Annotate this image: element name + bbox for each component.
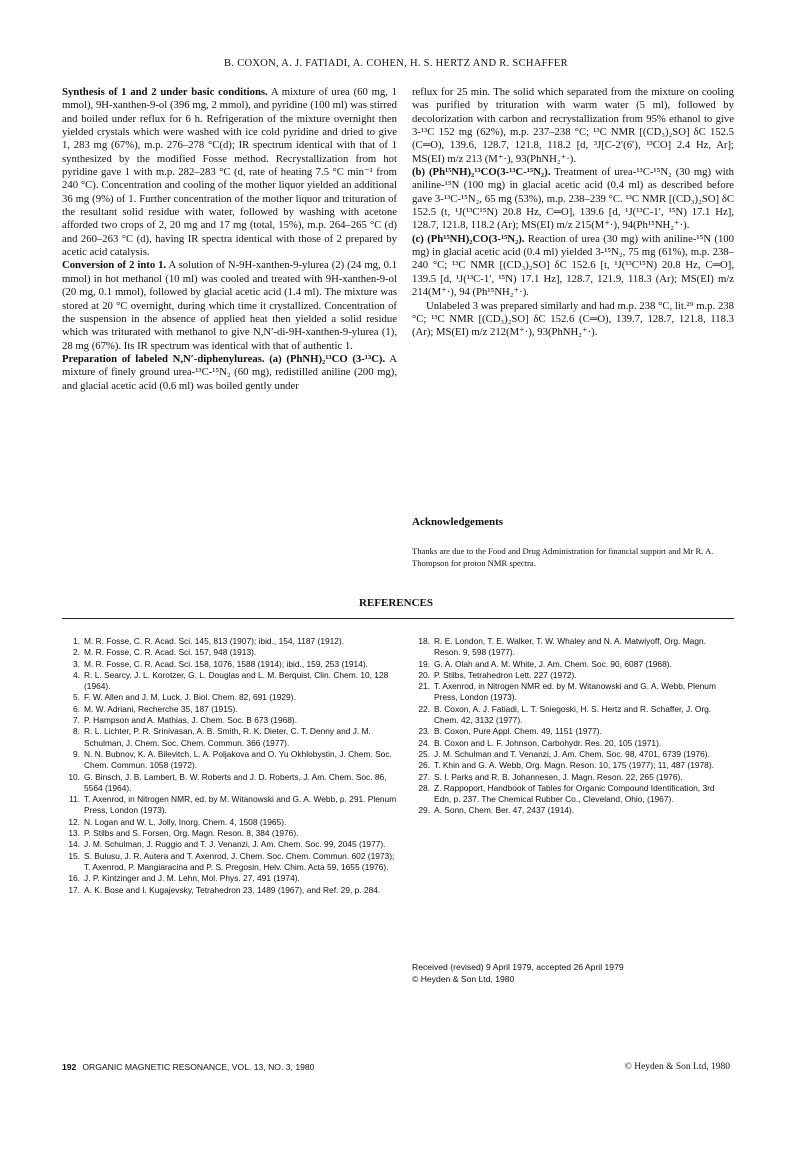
reference-number: 13. xyxy=(68,828,80,839)
reference-item xyxy=(62,726,398,749)
reference-item xyxy=(412,805,734,816)
reference-item xyxy=(62,715,398,726)
reference-text: B. Coxon, Pure Appl. Chem. 49, 1151 (1977). xyxy=(434,726,602,737)
references-left-column xyxy=(62,636,398,896)
paragraph-text: reflux for 25 min. The solid which separated from the mixture on cooling was purified by trituration with warm water (5 ml), followed by decolorization with carbon and recrystallization from 95% ethanol to give 3-¹³C 152 mg (62%), m.p. 237–238 °C; ¹³C NMR [(CD₃)₂SO] δC 152.5 (C═O), 139.6, 128.7, 121.8, 118.2 [d, ³J[C-2′(6′), ¹³CO] 2.4 Hz, Ar]; MS(EI) m/z 213 (M⁺·), 93(PhNH₂⁺·). xyxy=(412,86,734,165)
references-right-column xyxy=(412,636,734,817)
reference-text: N. N. Bubnov, K. A. Bilevitch, L. A. Poljakova and O. Yu Okhlobystin, J. Chem. Soc. Chem. Commun. 1058 (1972). xyxy=(84,748,392,771)
body-paragraph xyxy=(412,300,734,340)
reference-number: 8. xyxy=(73,726,80,737)
body-paragraph xyxy=(62,86,397,259)
page-number: 192 xyxy=(62,1062,77,1072)
reference-text: M. R. Fosse, C. R. Acad. Sci. 158, 1076, 1588 (1914); ibid., 159, 253 (1914). xyxy=(84,658,368,669)
reference-item xyxy=(62,670,398,693)
reference-text: B. Coxon, A. J. Fatiadi, L. T. Sniegoski, H. S. Hertz and R. Schaffer, J. Org. Chem. 42, 3132 (1977). xyxy=(434,703,712,726)
journal-citation: ORGANIC MAGNETIC RESONANCE, VOL. 13, NO. 3, 1980 xyxy=(82,1062,315,1072)
reference-number: 22. xyxy=(418,703,430,714)
reference-number: 26. xyxy=(418,760,430,771)
reference-text: T. Axenrod, in Nitrogen NMR, ed. by M. Witanowski and G. A. Webb, p. 291. Plenum Press, London (1973). xyxy=(84,794,397,816)
paragraph-heading: (b) (Ph¹⁵NH)₂¹³CO(3-¹³C-¹⁵N₂). xyxy=(412,166,551,179)
left-text-column xyxy=(62,86,397,393)
reference-number: 21. xyxy=(418,681,430,692)
reference-item xyxy=(412,749,734,760)
running-head: B. COXON, A. J. FATIADI, A. COHEN, H. S. HERTZ AND R. SCHAFFER xyxy=(224,58,568,69)
reference-text: S. Bulusu, J. R. Autera and T. Axenrod, J. Chem. Soc. Chem. Commun. 602 (1973); T. Axenrod, P. Mangiaracina and P. S. Pregosin, Helv. Chim. Acta 59, 1655 (1976). xyxy=(84,850,395,872)
reference-number: 27. xyxy=(418,771,430,782)
received-dates xyxy=(412,961,624,985)
reference-text: M. W. Adriani, Recherche 35, 187 (1915). xyxy=(84,703,238,714)
reference-number: 14. xyxy=(68,839,80,850)
acknowledgements-heading: Acknowledgements xyxy=(412,516,504,528)
reference-item xyxy=(62,704,398,715)
reference-number: 4. xyxy=(73,669,80,680)
reference-item xyxy=(62,647,398,658)
reference-text: S. I. Parks and R. B. Johannesen, J. Magn. Reson. 22, 265 (1976). xyxy=(434,771,683,782)
reference-number: 17. xyxy=(68,884,80,895)
reference-text: P. Stilbs, Tetrahedron Lett. 227 (1972). xyxy=(434,669,577,680)
reference-item xyxy=(62,659,398,670)
reference-number: 18. xyxy=(418,636,430,646)
reference-number: 28. xyxy=(418,782,430,793)
reference-text: J. P. Kintzinger and J. M. Lehn, Mol. Phys. 27, 491 (1974). xyxy=(84,873,300,884)
page-footer xyxy=(62,1062,314,1072)
references-heading: REFERENCES xyxy=(359,597,433,609)
copyright-note: © Heyden & Son Ltd, 1980 xyxy=(412,974,515,984)
reference-item xyxy=(62,817,398,828)
paragraph-heading: Conversion of 2 into 1. xyxy=(62,259,167,272)
reference-item xyxy=(412,760,734,771)
reference-number: 12. xyxy=(68,816,80,827)
reference-text: G. Binsch, J. B. Lambert, B. W. Roberts and J. D. Roberts, J. Am. Chem. Soc. 86, 5564 (1964). xyxy=(84,771,387,793)
reference-number: 20. xyxy=(418,669,430,680)
reference-number: 9. xyxy=(73,748,80,759)
reference-item xyxy=(62,873,398,884)
reference-item xyxy=(412,704,734,727)
reference-text: A. Sonn, Chem. Ber. 47, 2437 (1914). xyxy=(434,805,575,816)
reference-item xyxy=(62,749,398,772)
reference-item xyxy=(412,681,734,704)
reference-number: 7. xyxy=(73,715,80,726)
received-line: Received (revised) 9 April 1979, accepted 26 April 1979 xyxy=(412,962,624,972)
body-paragraph xyxy=(412,166,734,233)
footer-copyright: © Heyden & Son Ltd, 1980 xyxy=(624,1062,730,1072)
reference-text: F. W. Allen and J. M. Luck, J. Biol. Chem. 82, 691 (1929). xyxy=(84,692,296,703)
reference-text: T. Khin and G. A. Webb, Org. Magn. Reson. 10, 175 (1977); 11, 487 (1978). xyxy=(434,760,714,771)
reference-text: J. M. Schulman and T. Venanzi, J. Am. Chem. Soc. 98, 4701, 6739 (1976). xyxy=(434,748,710,759)
reference-item xyxy=(62,636,398,647)
paragraph-heading: Preparation of labeled N,N′-diphenylureas. (a) (PhNH)₂¹³CO (3-¹³C). xyxy=(62,352,386,365)
reference-text: N. Logan and W. L. Jolly, Inorg. Chem. 4, 1508 (1965). xyxy=(84,816,287,827)
references-divider xyxy=(62,618,734,619)
paragraph-heading: Synthesis of 1 and 2 under basic conditions. xyxy=(62,86,268,98)
reference-number: 15. xyxy=(68,850,80,861)
reference-item xyxy=(62,839,398,850)
reference-item xyxy=(412,670,734,681)
body-paragraph xyxy=(62,259,397,352)
reference-item xyxy=(62,692,398,703)
reference-number: 1. xyxy=(73,636,80,646)
paragraph-text: A mixture of finely ground urea-¹³C-¹⁵N₂ (60 mg), redistilled aniline (200 mg), and glacial acetic acid (0.6 ml) was boiled gently under xyxy=(62,352,397,392)
reference-item xyxy=(412,636,734,659)
paragraph-text: Unlabeled 3 was prepared similarly and had m.p. 238 °C, lit.²⁹ m.p. 238 °C; ¹³C NMR [(CD₃)₂SO] δC 152.6 (C═O), 139.7, 128.7, 121.8, 118.3 (Ar); MS(EI) m/z 212(M⁺·), 93(PhNH₂⁺·). xyxy=(412,299,734,339)
reference-number: 19. xyxy=(418,658,430,669)
right-text-column xyxy=(412,86,734,340)
reference-number: 29. xyxy=(418,805,430,816)
body-paragraph xyxy=(412,86,734,166)
reference-number: 25. xyxy=(418,748,430,759)
reference-text: R. L. Lichter, P. R. Srinivasan, A. B. Smith, R. K. Dieter, C. T. Denny and J. M. Schulman, J. Chem. Soc. Chem. Commun. 366 (1977). xyxy=(84,726,371,748)
reference-text: Z. Rappoport, Handbook of Tables for Organic Compound Identification, 3rd Edn, p. 237. The Chemical Rubber Co., Cleveland, Ohio, (1967). xyxy=(434,782,715,805)
reference-item xyxy=(62,794,398,817)
reference-number: 16. xyxy=(68,873,80,884)
reference-number: 11. xyxy=(68,794,80,805)
reference-item xyxy=(62,828,398,839)
reference-text: A. K. Bose and I. Kugajevsky, Tetrahedron 23, 1489 (1967), and Ref. 29, p. 284. xyxy=(84,884,381,895)
reference-item xyxy=(62,772,398,795)
reference-item xyxy=(412,783,734,806)
reference-number: 6. xyxy=(73,703,80,714)
paragraph-heading: (c) (Ph¹⁵NH)₂CO(3-¹⁵N₂). xyxy=(412,232,525,245)
reference-item xyxy=(412,659,734,670)
body-paragraph xyxy=(412,233,734,300)
reference-text: B. Coxon and L. F. Johnson, Carbohydr. Res. 20, 105 (1971). xyxy=(434,737,662,748)
reference-item xyxy=(412,726,734,737)
paragraph-text: Reaction of urea (30 mg) with aniline-¹⁵N (100 mg) in glacial acetic acid (0.4 ml) yielded 3-¹⁵N₂, 75 mg (61%), m.p. 238–240 °C; ¹³C NMR [(CD₃)₂SO] δC 152.6 [t, ¹J(¹³C¹⁵N) 20.8 Hz, C═O], 139.5 [d, ¹J(¹³C-1′, ¹⁵N) 17.1 Hz], 128.7, 121.9, 118.3 (Ar); MS(EI) m/z 214(M⁺·), 94 (Ph¹⁵NH₂⁺·). xyxy=(412,232,734,299)
reference-item xyxy=(412,738,734,749)
reference-item xyxy=(412,772,734,783)
body-paragraph xyxy=(62,353,397,393)
reference-text: G. A. Olah and A. M. White, J. Am. Chem. Soc. 90, 6087 (1968). xyxy=(434,658,672,669)
reference-text: M. R. Fosse, C. R. Acad. Sci. 157, 948 (1913). xyxy=(84,647,257,658)
paragraph-text: A mixture of urea (60 mg, 1 mmol), 9H-xanthen-9-ol (396 mg, 2 mmol), and pyridine (100 ml) was stirred and boiled under reflux for 6 h. Refrigeration of the mixture overnight then yielded crystals which were washed with ice cold pyridine and dried to give 1, 283 mg (67%), m.p. 276–278 °C(d); IR spectrum identical with that of 1 synthesized by the modified Fosse method. Recrystallization from hot pyridine gave 1 with m.p. 282–283 °C (d, rate of heating 7.5 °C min⁻¹ from 240 °C). Concentration and cooling of the mother liquor yielded an additional 36 mg (9%) of 1. Further concentration of the mother liquor and trituration of the resultant solid residue with water, followed by washing with acetone afforded two crops of 2, 20 mg and 17 mg (total, 15%), m.p. 264–265 °C (d) and 260–263 °C (d), having IR spectra identical with those of 2 prepared by acetic acid catalysis. xyxy=(62,86,397,259)
reference-number: 5. xyxy=(73,692,80,703)
reference-number: 23. xyxy=(418,726,430,737)
acknowledgements-text: Thanks are due to the Food and Drug Administration for financial support and Mr R. A. Thompson for proton NMR spectra. xyxy=(412,546,714,568)
reference-text: P. Hampson and A. Mathias, J. Chem. Soc. B 673 (1968). xyxy=(84,715,298,726)
reference-item xyxy=(62,851,398,874)
reference-text: J. M. Schulman, J. Ruggio and T. J. Venanzi, J. Am. Chem. Soc. 99, 2045 (1977). xyxy=(84,839,386,850)
reference-number: 24. xyxy=(418,737,430,748)
reference-number: 2. xyxy=(73,647,80,658)
reference-item xyxy=(62,885,398,896)
reference-text: M. R. Fosse, C. R. Acad. Sci. 145, 813 (1907); ibid., 154, 1187 (1912). xyxy=(84,636,345,646)
paragraph-text: Treatment of urea-¹³C-¹⁵N₂ (30 mg) with aniline-¹⁵N (100 mg) in glacial acetic acid (0.4 ml) as described before gave 3-¹³C-¹⁵N₂, 65 mg (53%), m.p. 238–239 °C. ¹³C NMR [(CD₃)₂SO] δC 152.5 (t, ¹J(¹³C¹⁵N) 20.8 Hz, C═O], 139.6 [d, ¹J(¹³C-1′, ¹⁵N) 17.1 Hz], 128.7, 121.8, 118.2 (Ar); MS(EI) m/z 215(M⁺·), 94(Ph¹⁵NH₂⁺·). xyxy=(412,166,734,232)
reference-number: 3. xyxy=(73,658,80,669)
reference-text: T. Axenrod, in Nitrogen NMR ed. by M. Witanowski and G. A. Webb, Plenum Press, London (1973). xyxy=(434,681,716,703)
reference-text: P. Stilbs and S. Forsen, Org. Magn. Reson. 8, 384 (1976). xyxy=(84,828,299,839)
reference-number: 10. xyxy=(68,771,80,782)
reference-text: R. L. Searcy, J. L. Korotzer, G. L. Douglas and L. M. Berquist, Clin. Chem. 10, 128 (1964). xyxy=(84,669,389,692)
reference-text: R. E. London, T. E. Walker, T. W. Whaley and N. A. Matwiyoff, Org. Magn. Reson. 9, 598 (1977). xyxy=(434,636,706,658)
paragraph-text: A solution of N-9H-xanthen-9-ylurea (2) (24 mg, 0.1 mmol) in hot methanol (10 ml) was cooled and treated with 9H-xanthen-9-ol (20 mg, 0.1 mmol), followed by glacial acetic acid (1.4 ml). The mixture was stored at 20 °C overnight, during which time it crystallized. Concentration of the suspension in the absence of applied heat then yielded a solid residue which was triturated with methanol to give N,N′-di-9H-xanthen-9-ylurea (1), 28 mg (67%). Its IR spectrum was identical with that of authentic 1. xyxy=(62,259,397,352)
